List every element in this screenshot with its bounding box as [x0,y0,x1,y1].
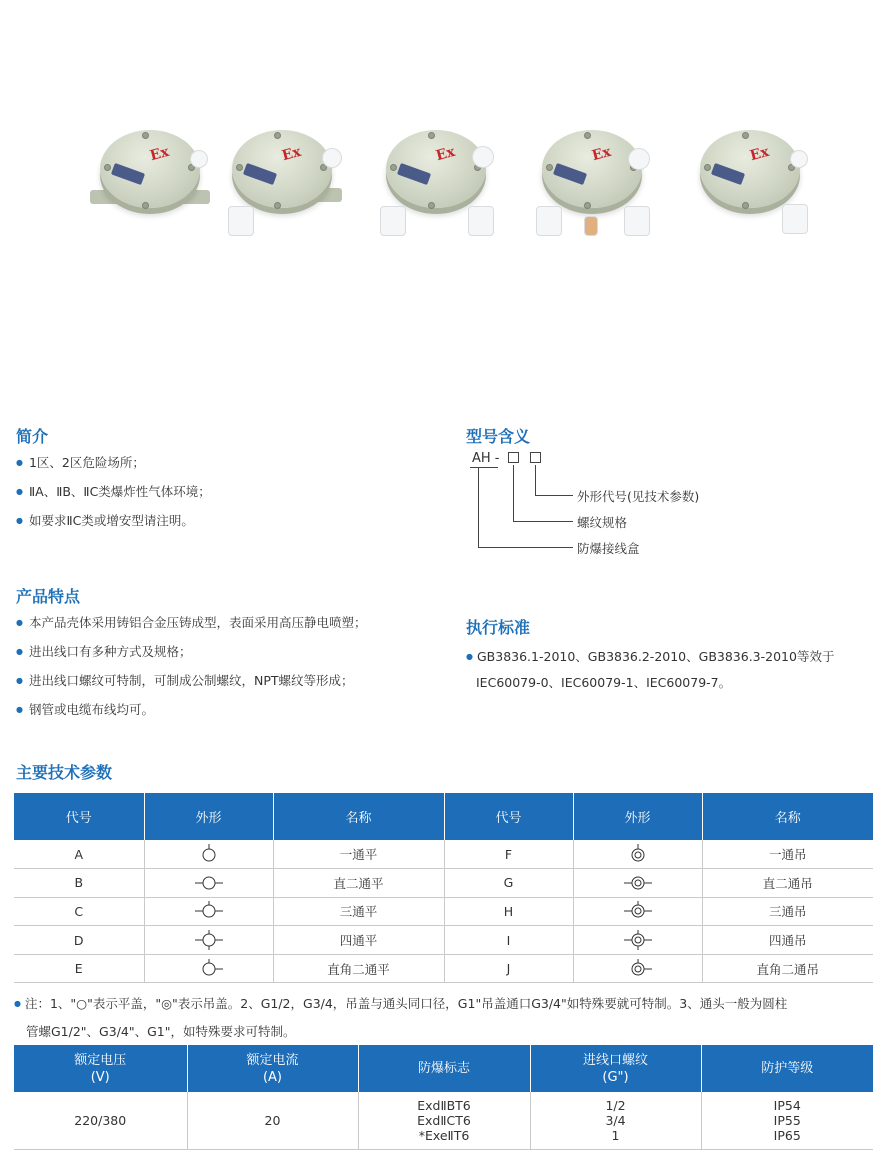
protection-cell: IP54 IP55 IP65 [701,1092,873,1149]
code-cell: H [444,897,573,926]
list-item: ● 本产品壳体采用铸铝合金压铸成型，表面采用高压静电喷塑； [16,608,367,637]
note-text: ● 注：1、"○"表示平盖，"◎"表示吊盖。2、G1/2，G3/4，吊盖与通头同口径，G1"吊盖通口G3/4"如特殊要就可特制。3、通头一般为圆柱 管螺G1/2"、G3/4"、G1"，如特殊要求可特制。 [14,990,880,1046]
list-item: ● 进出线口螺纹可特制，可制成公制螺纹，NPT螺纹等形成； [16,666,367,695]
name-cell: 三通平 [273,897,444,926]
junction-box-image-4 [532,120,652,240]
col-header: 名称 [273,793,444,840]
col-header: 名称 [702,793,873,840]
name-cell: 四通平 [273,926,444,955]
standard-heading: 执行标准 [466,618,531,637]
name-cell: 直二通平 [273,869,444,898]
standard-line-1: GB3836.1-2010、GB3836.2-2010、GB3836.3-2010等效于 [476,649,835,664]
col-header: 进线口螺纹 (G") [530,1045,701,1092]
specs-table [14,1045,873,1150]
hang-straight-two-icon [573,869,702,898]
code-cell: G [444,869,573,898]
flat-four-icon [144,926,273,955]
list-item: ● 进出线口有多种方式及规格； [16,637,367,666]
col-header: 代号 [14,793,144,840]
params-table [14,793,873,983]
ex-mark: Ex [280,143,303,165]
current-cell: 20 [187,1092,358,1149]
list-item: ● 如要求ⅡC类或增安型请注明。 [16,506,211,535]
params-heading: 主要技术参数 [16,763,113,782]
ex-mark: Ex [590,143,613,165]
code-cell: J [444,954,573,983]
table-row [14,926,873,955]
flat-straight-two-icon [144,869,273,898]
list-item: ● 钢管或电缆布线均可。 [16,695,367,724]
model-label-shape: 外形代号(见技术参数) [577,489,700,504]
standard-line-2: IEC60079-0、IEC60079-1、IEC60079-7。 [476,675,732,690]
col-header: 额定电流 (A) [187,1045,358,1092]
col-header: 外形 [144,793,273,840]
name-cell: 三通吊 [702,897,873,926]
note-line-2: 管螺G1/2"、G3/4"、G1"，如特殊要求可特制。 [26,1024,296,1039]
note-line-1: 注：1、"○"表示平盖，"◎"表示吊盖。2、G1/2，G3/4，吊盖与通头同口径，G1"吊盖通口G3/4"如特殊要就可特制。3、通头一般为圆柱 [24,996,788,1011]
col-header: 代号 [444,793,573,840]
junction-box-image-5 [690,120,810,240]
code-cell: D [14,926,144,955]
explosion-mark-cell: ExdⅡBT6 ExdⅡCT6 *ExeⅡT6 [358,1092,530,1149]
name-cell: 直角二通平 [273,954,444,983]
code-cell: A [14,840,144,869]
intro-heading: 简介 [16,427,49,446]
table-row [14,897,873,926]
col-header: 防爆标志 [358,1045,530,1092]
code-cell: E [14,954,144,983]
junction-box-image-2 [222,120,342,240]
table-row [14,1092,873,1149]
ex-mark: Ex [434,143,457,165]
name-cell: 一通吊 [702,840,873,869]
model-heading: 型号含义 [466,427,531,446]
list-item: ● 1区、2区危险场所； [16,448,211,477]
standard-text: ● GB3836.1-2010、GB3836.2-2010、GB3836.3-2010等效于 IEC60079-0、IEC60079-1、IEC60079-7。 [466,644,834,696]
features-heading: 产品特点 [16,587,81,606]
intro-list [16,448,211,535]
flat-three-icon [144,897,273,926]
hang-one-icon [573,840,702,869]
placeholder-box [530,452,541,463]
hang-right-angle-two-icon [573,954,702,983]
voltage-cell: 220/380 [14,1092,187,1149]
table-row [14,954,873,983]
name-cell: 一通平 [273,840,444,869]
name-cell: 四通吊 [702,926,873,955]
name-cell: 直角二通吊 [702,954,873,983]
model-code: AH - [472,451,500,466]
product-image-strip [0,120,888,250]
hang-four-icon [573,926,702,955]
ex-mark: Ex [148,143,171,165]
table-row [14,840,873,869]
name-cell: 直二通吊 [702,869,873,898]
table-row [14,869,873,898]
model-code-diagram [466,447,766,567]
model-label-thread: 螺纹规格 [577,515,628,530]
flat-right-angle-two-icon [144,954,273,983]
col-header: 外形 [573,793,702,840]
features-list [16,608,367,724]
code-cell: C [14,897,144,926]
ex-mark: Ex [748,143,771,165]
junction-box-image-1 [90,120,210,240]
col-header: 额定电压 (V) [14,1045,187,1092]
junction-box-image-3 [376,120,496,240]
code-cell: I [444,926,573,955]
thread-cell: 1/2 3/4 1 [530,1092,701,1149]
code-cell: F [444,840,573,869]
flat-one-icon [144,840,273,869]
placeholder-box [508,452,519,463]
model-label-box: 防爆接线盒 [577,541,640,556]
col-header: 防护等级 [701,1045,873,1092]
hang-three-icon [573,897,702,926]
list-item: ● ⅡA、ⅡB、ⅡC类爆炸性气体环境； [16,477,211,506]
code-cell: B [14,869,144,898]
